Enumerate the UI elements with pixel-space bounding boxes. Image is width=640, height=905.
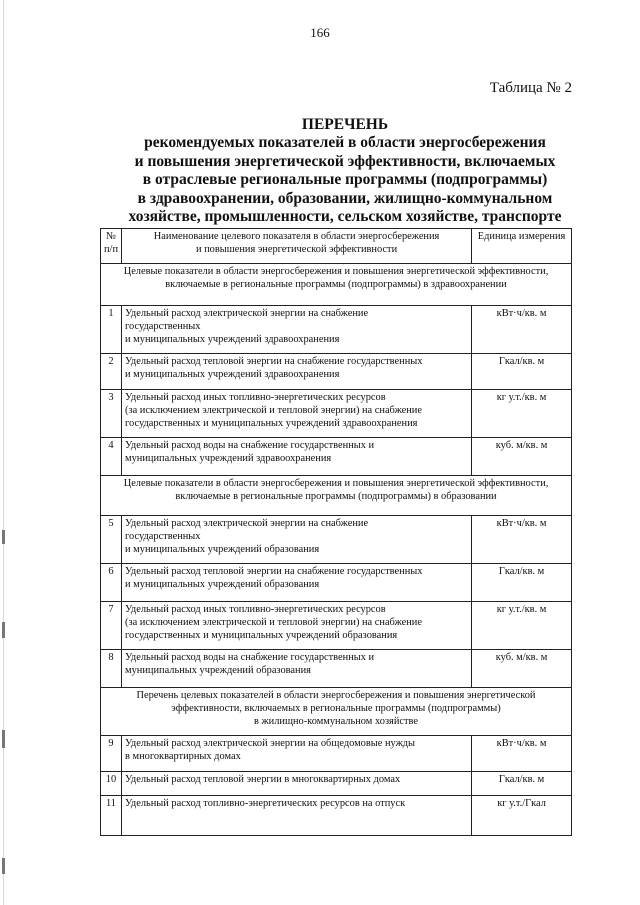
row-number: 4 bbox=[101, 438, 122, 476]
table-row bbox=[101, 438, 572, 476]
row-unit: Гкал/кв. м bbox=[472, 564, 572, 602]
row-indicator-name: Удельный расход иных топливно-энергетических ресурсов (за исключением электрической и тепловой энергии) на снабжение государственных и муниципальных учреждений образования bbox=[122, 602, 472, 650]
section-row bbox=[101, 476, 572, 516]
row-indicator-name: Удельный расход электрической энергии на снабжение государственных и муниципальных учреждений образования bbox=[122, 516, 472, 564]
row-indicator-name: Удельный расход воды на снабжение государственных и муниципальных учреждений здравоохранения bbox=[122, 438, 472, 476]
scan-edge-mark bbox=[2, 530, 5, 544]
table-row bbox=[101, 564, 572, 602]
title-line: в здравоохранении, образовании, жилищно-коммунальном bbox=[137, 189, 553, 207]
table-row bbox=[101, 650, 572, 688]
table-row bbox=[101, 602, 572, 650]
scan-edge-mark bbox=[2, 622, 5, 638]
row-number: 3 bbox=[101, 390, 122, 438]
section-title: Перечень целевых показателей в области энергосбережения и повышения энергетической эффективности, включаемых в региональные программы (подпрограммы) в жилищно-коммунальном хозяйстве bbox=[101, 688, 572, 736]
row-unit: кВт·ч/кв. м bbox=[472, 516, 572, 564]
title-line: в отраслевые региональные программы (подпрограммы) bbox=[142, 171, 548, 189]
row-unit: куб. м/кв. м bbox=[472, 650, 572, 688]
row-indicator-name: Удельный расход тепловой энергии на снабжение государственных и муниципальных учреждений образования bbox=[122, 564, 472, 602]
row-unit: Гкал/кв. м bbox=[472, 354, 572, 390]
row-number: 6 bbox=[101, 564, 122, 602]
page-number: 166 bbox=[310, 25, 330, 40]
table-row bbox=[101, 306, 572, 354]
title-line: рекомендуемых показателей в области энергосбережения bbox=[144, 134, 546, 152]
table-label: Таблица № 2 bbox=[489, 80, 572, 96]
row-number: 7 bbox=[101, 602, 122, 650]
table-row bbox=[101, 354, 572, 390]
row-number: 10 bbox=[101, 772, 122, 796]
row-number: 9 bbox=[101, 736, 122, 772]
row-number: 11 bbox=[101, 796, 122, 836]
header-indicator-name: Наименование целевого показателя в области энергосбережения и повышения энергетической эффективности bbox=[122, 229, 472, 264]
row-unit: кг у.т./Гкал bbox=[472, 796, 572, 836]
title-line: и повышения энергетической эффективности, включаемых bbox=[134, 152, 556, 170]
table-row bbox=[101, 736, 572, 772]
row-indicator-name: Удельный расход электрической энергии на снабжение государственных и муниципальных учреждений здравоохранения bbox=[122, 306, 472, 354]
row-number: 1 bbox=[101, 306, 122, 354]
row-indicator-name: Удельный расход тепловой энергии в многоквартирных домах bbox=[122, 772, 472, 796]
row-unit: кг у.т./кв. м bbox=[472, 390, 572, 438]
row-indicator-name: Удельный расход тепловой энергии на снабжение государственных и муниципальных учреждений здравоохранения bbox=[122, 354, 472, 390]
section-title: Целевые показатели в области энергосбережения и повышения энергетической эффективности, включаемые в региональные программы (подпрограммы) в образовании bbox=[101, 476, 572, 516]
document-title bbox=[100, 116, 590, 226]
row-indicator-name: Удельный расход воды на снабжение государственных и муниципальных учреждений образования bbox=[122, 650, 472, 688]
row-unit: куб. м/кв. м bbox=[472, 438, 572, 476]
scan-edge-mark bbox=[2, 858, 5, 874]
table-header-row bbox=[101, 229, 572, 264]
title-line: ПЕРЕЧЕНЬ bbox=[301, 116, 389, 133]
row-number: 2 bbox=[101, 354, 122, 390]
section-row bbox=[101, 688, 572, 736]
scan-edge-line bbox=[3, 0, 4, 905]
indicators-table bbox=[100, 228, 572, 836]
scan-edge-mark bbox=[2, 730, 5, 748]
row-unit: кВт·ч/кв. м bbox=[472, 736, 572, 772]
table-row bbox=[101, 516, 572, 564]
table-row bbox=[101, 772, 572, 796]
header-number: № п/п bbox=[101, 229, 122, 264]
row-number: 5 bbox=[101, 516, 122, 564]
table-row bbox=[101, 390, 572, 438]
section-row bbox=[101, 264, 572, 306]
row-unit: кВт·ч/кв. м bbox=[472, 306, 572, 354]
row-indicator-name: Удельный расход иных топливно-энергетических ресурсов (за исключением электрической и тепловой энергии) на снабжение государственных и муниципальных учреждений здравоохранения bbox=[122, 390, 472, 438]
row-indicator-name: Удельный расход топливно-энергетических ресурсов на отпуск bbox=[122, 796, 472, 836]
title-line: хозяйстве, промышленности, сельском хозяйстве, транспорте bbox=[128, 208, 562, 226]
table-row bbox=[101, 796, 572, 836]
row-unit: кг у.т./кв. м bbox=[472, 602, 572, 650]
row-number: 8 bbox=[101, 650, 122, 688]
header-unit: Единица измерения bbox=[472, 229, 572, 264]
section-title: Целевые показатели в области энергосбережения и повышения энергетической эффективности, включаемые в региональные программы (подпрограммы) в здравоохранении bbox=[101, 264, 572, 306]
row-indicator-name: Удельный расход электрической энергии на общедомовые нужды в многоквартирных домах bbox=[122, 736, 472, 772]
row-unit: Гкал/кв. м bbox=[472, 772, 572, 796]
